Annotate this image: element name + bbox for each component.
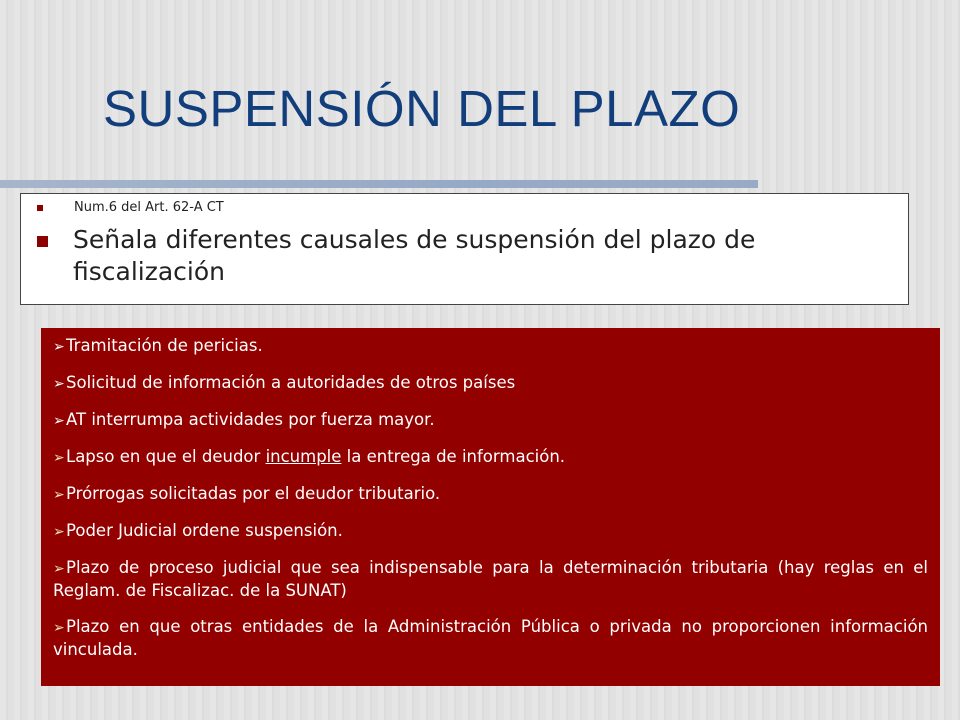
main-statement-text: Señala diferentes causales de suspensión del plazo de fiscalización xyxy=(73,225,756,286)
arrow-bullet-icon: ➢ xyxy=(53,376,65,392)
article-reference-bullet xyxy=(37,200,224,216)
arrow-bullet-icon: ➢ xyxy=(53,561,65,577)
main-statement-bullet xyxy=(37,224,873,288)
title-underline-bar xyxy=(0,180,758,188)
arrow-bullet-icon: ➢ xyxy=(53,450,65,466)
list-item: ➢AT interrumpa actividades por fuerza mayor. xyxy=(53,409,928,432)
arrow-bullet-icon: ➢ xyxy=(53,339,65,355)
list-item: ➢Tramitación de pericias. xyxy=(53,335,928,358)
arrow-bullet-icon: ➢ xyxy=(53,524,65,540)
causes-box xyxy=(41,328,940,686)
article-reference-text: Num.6 del Art. 62-A CT xyxy=(74,200,224,215)
list-item: ➢Prórrogas solicitadas por el deudor tributario. xyxy=(53,483,928,506)
list-item: ➢Plazo en que otras entidades de la Administración Pública o privada no proporcionen información vinculada. xyxy=(53,617,928,659)
slide-title: SUSPENSIÓN DEL PLAZO xyxy=(103,80,741,137)
list-item: ➢Lapso en que el deudor incumple la entrega de información. xyxy=(53,446,928,469)
intro-box xyxy=(20,193,909,305)
causes-list xyxy=(53,335,928,661)
square-bullet-icon xyxy=(37,205,43,211)
list-item: ➢Solicitud de información a autoridades de otros países xyxy=(53,372,928,395)
arrow-bullet-icon: ➢ xyxy=(53,487,65,503)
underlined-word: incumple xyxy=(265,447,342,466)
list-item: ➢Plazo de proceso judicial que sea indispensable para la determinación tributaria (hay reglas en el Reglam. de Fiscalizac. de la SUNAT) xyxy=(53,558,928,600)
arrow-bullet-icon: ➢ xyxy=(53,620,65,636)
list-item: ➢Poder Judicial ordene suspensión. xyxy=(53,520,928,543)
square-bullet-icon xyxy=(37,236,48,247)
arrow-bullet-icon: ➢ xyxy=(53,413,65,429)
